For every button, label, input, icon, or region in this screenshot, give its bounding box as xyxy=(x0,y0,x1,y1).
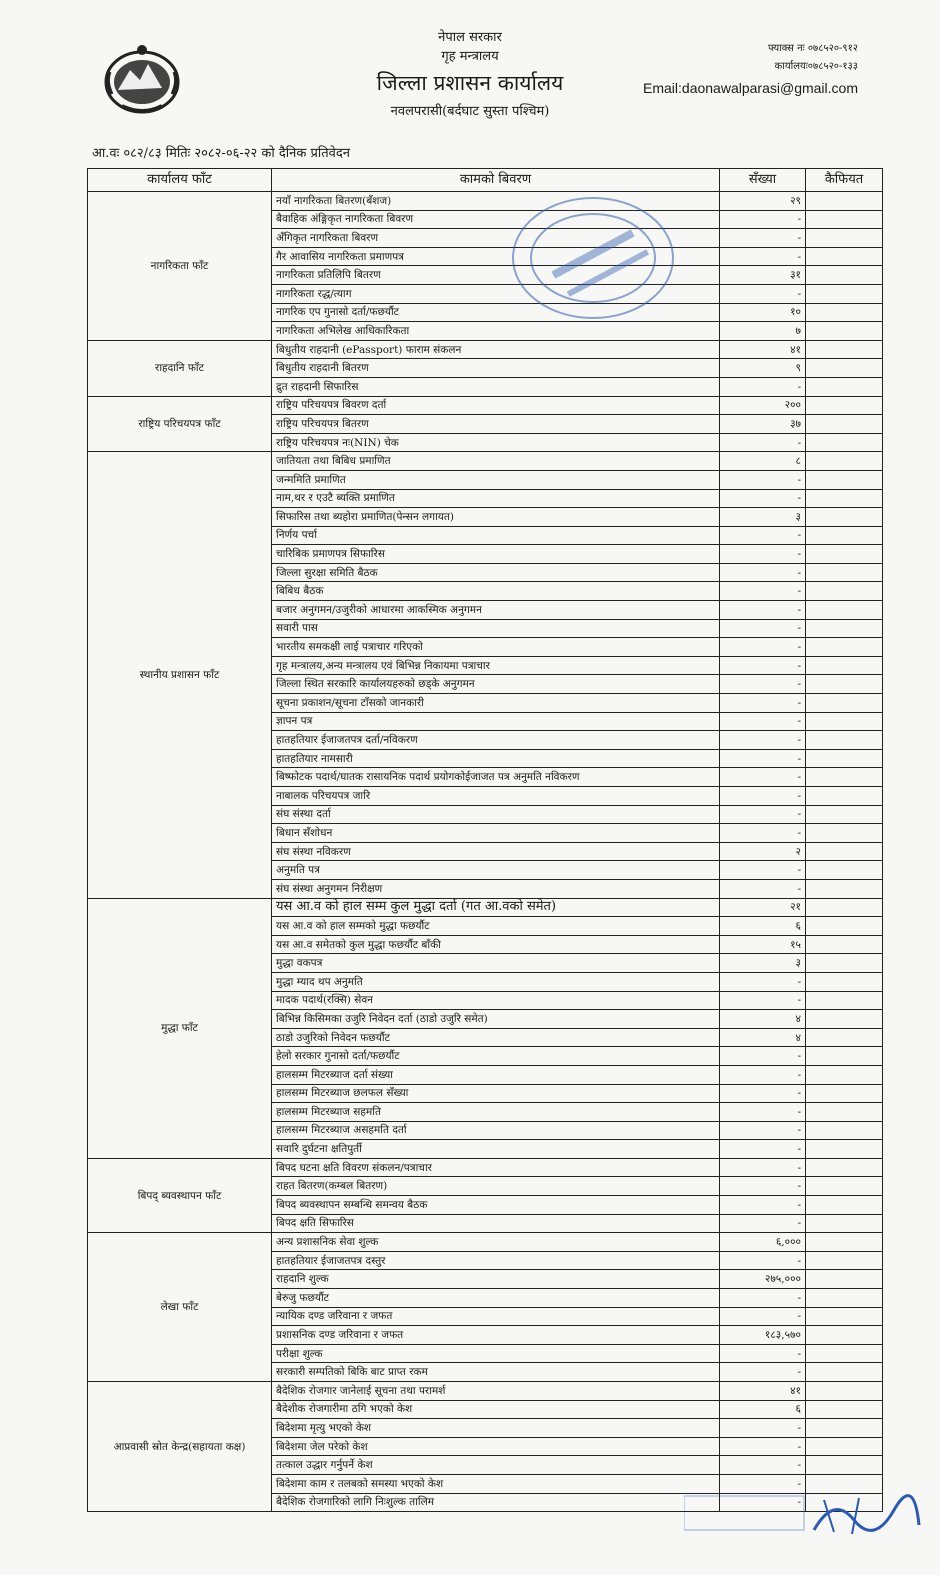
count-cell: - xyxy=(720,470,806,489)
table-header-row xyxy=(88,169,883,192)
remarks-cell xyxy=(806,638,883,657)
task-description-cell: नाम,थर र एउटै ब्यक्ति प्रमाणित xyxy=(272,489,720,508)
remarks-cell xyxy=(806,1270,883,1289)
remarks-cell xyxy=(806,563,883,582)
count-cell: ७ xyxy=(720,322,806,341)
task-description-cell: प्रशासनिक दण्ड जरिवाना र जफत xyxy=(272,1326,720,1345)
remarks-cell xyxy=(806,768,883,787)
count-cell: - xyxy=(720,787,806,806)
section-name-cell: बिपद् ब्यवस्थापन फाँट xyxy=(88,1158,272,1232)
task-description-cell: संघ संस्था दर्ता xyxy=(272,805,720,824)
remarks-cell xyxy=(806,1121,883,1140)
task-description-cell: मादक पदार्थ(रक्सि) सेवन xyxy=(272,991,720,1010)
column-header-count: सँख्या xyxy=(720,169,806,192)
task-description-cell: नयाँ नागरिकता बितरण(बँशज) xyxy=(272,192,720,211)
task-description-cell: मुद्धा म्याद थप अनुमति xyxy=(272,972,720,991)
count-cell: - xyxy=(720,731,806,750)
task-description-cell: सरकारी सम्पतिको बिकि बाट प्राप्त रकम xyxy=(272,1363,720,1382)
task-description-cell: जिल्ला सुरक्षा समिति बैठक xyxy=(272,563,720,582)
task-description-cell: बेरुजु फछर्यौट xyxy=(272,1289,720,1308)
count-cell: - xyxy=(720,1289,806,1308)
remarks-cell xyxy=(806,954,883,973)
remarks-cell xyxy=(806,489,883,508)
remarks-cell xyxy=(806,582,883,601)
count-cell: - xyxy=(720,1177,806,1196)
signature-stamp-icon xyxy=(684,1490,924,1540)
count-cell: - xyxy=(720,1047,806,1066)
count-cell: - xyxy=(720,768,806,787)
task-description-cell: सूचना प्रकाशन/सूचना टाँसको जानकारी xyxy=(272,694,720,713)
remarks-cell xyxy=(806,377,883,396)
fax-number: फ्याक्स नः ०७८५२०-९१२ xyxy=(767,43,858,54)
count-cell: - xyxy=(720,1158,806,1177)
task-description-cell: तत्काल उद्धार गर्नुपर्ने केश xyxy=(272,1456,720,1475)
table-row xyxy=(88,340,883,359)
task-description-cell: बैदेशिक रोजगारिको लागि निःशुल्क तालिम xyxy=(272,1493,720,1512)
section-name-cell: नागरिकता फाँट xyxy=(88,192,272,341)
task-description-cell: बिधान सँशोधन xyxy=(272,824,720,843)
task-description-cell: अन्य प्रशासनिक सेवा शुल्क xyxy=(272,1233,720,1252)
count-cell: - xyxy=(720,712,806,731)
table-body xyxy=(88,192,883,1512)
remarks-cell xyxy=(806,1456,883,1475)
column-header-description: कामको बिवरण xyxy=(272,169,720,192)
daily-report-table xyxy=(87,168,883,1512)
table-row xyxy=(88,1233,883,1252)
office-name: जिल्ला प्रशासन कार्यालय xyxy=(376,71,564,95)
count-cell: ४ xyxy=(720,1010,806,1029)
section-name-cell: आप्रवासी स्रोत केन्द्र(सहायता कक्ष) xyxy=(88,1382,272,1512)
remarks-cell xyxy=(806,303,883,322)
count-cell: ४१ xyxy=(720,340,806,359)
count-cell: - xyxy=(720,1307,806,1326)
task-description-cell: नागरिकता रद्ध/त्याग xyxy=(272,284,720,303)
count-cell: ३७ xyxy=(720,415,806,434)
task-description-cell: बिभिन्न किसिमका उजुरि निवेदन दर्ता (ठाडो उजुरि समेत) xyxy=(272,1010,720,1029)
table-row xyxy=(88,898,883,917)
count-cell: - xyxy=(720,749,806,768)
task-description-cell: द्रुत राहदानी सिफारिस xyxy=(272,377,720,396)
table-row xyxy=(88,396,883,415)
remarks-cell xyxy=(806,694,883,713)
remarks-cell xyxy=(806,935,883,954)
task-description-cell: हातहतियार नामसारी xyxy=(272,749,720,768)
remarks-cell xyxy=(806,805,883,824)
count-cell: २ xyxy=(720,842,806,861)
count-cell: - xyxy=(720,247,806,266)
count-cell: २१ xyxy=(720,898,806,917)
remarks-cell xyxy=(806,1233,883,1252)
task-description-cell: हातहतियार ईजाजतपत्र दस्तुर xyxy=(272,1251,720,1270)
task-description-cell: बिष्फोटक पदार्थ/घातक रासायनिक पदार्थ प्रयोगकोईजाजत पत्र अनुमति नविकरण xyxy=(272,768,720,787)
task-description-cell: परीक्षा शुल्क xyxy=(272,1344,720,1363)
count-cell: - xyxy=(720,879,806,898)
remarks-cell xyxy=(806,601,883,620)
remarks-cell xyxy=(806,508,883,527)
remarks-cell xyxy=(806,1140,883,1159)
task-description-cell: जातियता तथा बिबिध प्रमाणित xyxy=(272,452,720,471)
task-description-cell: अनुमति पत्र xyxy=(272,861,720,880)
count-cell: - xyxy=(720,229,806,248)
count-cell: - xyxy=(720,638,806,657)
section-name-cell: मुद्धा फाँट xyxy=(88,898,272,1158)
count-cell: २९ xyxy=(720,192,806,211)
task-description-cell: बिधुतीय राहदानी (ePassport) फाराम संकलन xyxy=(272,340,720,359)
count-cell: - xyxy=(720,861,806,880)
remarks-cell xyxy=(806,1437,883,1456)
nepal-emblem-icon xyxy=(100,42,184,118)
task-description-cell: संघ संस्था नविकरण xyxy=(272,842,720,861)
remarks-cell xyxy=(806,879,883,898)
remarks-cell xyxy=(806,1382,883,1401)
contact-block xyxy=(643,40,858,98)
task-description-cell: हेलो सरकार गुनासो दर्ता/फछर्यौट xyxy=(272,1047,720,1066)
task-description-cell: जिल्ला स्थित सरकारि कार्यालयहरुको छड्के अनुगमन xyxy=(272,675,720,694)
column-header-section: कार्यालय फाँट xyxy=(88,169,272,192)
remarks-cell xyxy=(806,1363,883,1382)
count-cell: - xyxy=(720,489,806,508)
task-description-cell: गैर आवासिय नागरिकता प्रमाणपत्र xyxy=(272,247,720,266)
task-description-cell: हालसम्म मिटरब्याज दर्ता संख्या xyxy=(272,1065,720,1084)
count-cell: - xyxy=(720,210,806,229)
count-cell: - xyxy=(720,563,806,582)
remarks-cell xyxy=(806,787,883,806)
count-cell: १५ xyxy=(720,935,806,954)
office-address: नवलपरासी(बर्दघाट सुस्ता पश्चिम) xyxy=(390,104,550,119)
count-cell: ४१ xyxy=(720,1382,806,1401)
remarks-cell xyxy=(806,340,883,359)
task-description-cell: बिबिध बैठक xyxy=(272,582,720,601)
task-description-cell: हालसम्म मिटरब्याज छलफल सँख्या xyxy=(272,1084,720,1103)
office-stamp-icon xyxy=(508,190,678,325)
task-description-cell: जन्ममिति प्रमाणित xyxy=(272,470,720,489)
remarks-cell xyxy=(806,1103,883,1122)
remarks-cell xyxy=(806,415,883,434)
task-description-cell: सवारी पास xyxy=(272,619,720,638)
remarks-cell xyxy=(806,991,883,1010)
task-description-cell: बैवाहिक अंङ्गिकृत नागरिकता बिवरण xyxy=(272,210,720,229)
remarks-cell xyxy=(806,210,883,229)
count-cell: - xyxy=(720,1437,806,1456)
task-description-cell: यस आ.व को हाल सम्मको मुद्धा फछर्यौट xyxy=(272,917,720,936)
task-description-cell: नाबालक परिचयपत्र जारि xyxy=(272,787,720,806)
remarks-cell xyxy=(806,917,883,936)
task-description-cell: बजार अनुगमन/उजुरीको आधारमा आकस्मिक अनुगमन xyxy=(272,601,720,620)
remarks-cell xyxy=(806,452,883,471)
remarks-cell xyxy=(806,1196,883,1215)
remarks-cell xyxy=(806,322,883,341)
count-cell: - xyxy=(720,1214,806,1233)
task-description-cell: निर्णय पर्चा xyxy=(272,526,720,545)
remarks-cell xyxy=(806,1344,883,1363)
remarks-cell xyxy=(806,656,883,675)
ministry-name: गृह मन्त्रालय xyxy=(441,49,499,64)
count-cell: - xyxy=(720,545,806,564)
government-name: नेपाल सरकार xyxy=(438,30,502,45)
count-cell: ३ xyxy=(720,954,806,973)
count-cell: ४ xyxy=(720,1028,806,1047)
remarks-cell xyxy=(806,675,883,694)
task-description-cell: बिपद क्षति सिफारिस xyxy=(272,1214,720,1233)
task-description-cell: हालसम्म मिटरब्याज असहमति दर्ता xyxy=(272,1121,720,1140)
remarks-cell xyxy=(806,1084,883,1103)
remarks-cell xyxy=(806,749,883,768)
count-cell: २०० xyxy=(720,396,806,415)
remarks-cell xyxy=(806,1065,883,1084)
remarks-cell xyxy=(806,359,883,378)
task-description-cell: सिफारिस तथा ब्यहोरा प्रमाणित(पेन्सन लगायत) xyxy=(272,508,720,527)
count-cell: - xyxy=(720,377,806,396)
remarks-cell xyxy=(806,545,883,564)
task-description-cell: हातहतियार ईजाजतपत्र दर्ता/नविकरण xyxy=(272,731,720,750)
office-phone: कार्यालयः०७८५२०-१३३ xyxy=(774,61,858,72)
task-description-cell: राष्ट्रिय परिचयपत्र बितरण xyxy=(272,415,720,434)
section-name-cell: राहदानि फाँट xyxy=(88,340,272,396)
task-description-cell: बिपद घटना क्षति विवरण संकलन/पत्राचार xyxy=(272,1158,720,1177)
remarks-cell xyxy=(806,229,883,248)
task-description-cell: अँगिकृत नागरिकता बिवरण xyxy=(272,229,720,248)
count-cell: - xyxy=(720,694,806,713)
remarks-cell xyxy=(806,1307,883,1326)
task-description-cell: राष्ट्रिय परिचयपत्र बिवरण दर्ता xyxy=(272,396,720,415)
task-description-cell: बिपद ब्यवस्थापन सम्बन्धि समन्वय बैठक xyxy=(272,1196,720,1215)
count-cell: १० xyxy=(720,303,806,322)
task-description-cell: राहत बितरण(कम्बल बितरण) xyxy=(272,1177,720,1196)
task-description-cell: बिदेशमा मृत्यु भएको केश xyxy=(272,1419,720,1438)
column-header-remarks: कैफियत xyxy=(806,169,883,192)
remarks-cell xyxy=(806,1289,883,1308)
count-cell: - xyxy=(720,1363,806,1382)
remarks-cell xyxy=(806,1419,883,1438)
task-description-cell: संघ संस्था अनुगमन निरीक्षण xyxy=(272,879,720,898)
count-cell: ८ xyxy=(720,452,806,471)
letterhead xyxy=(300,28,640,122)
remarks-cell xyxy=(806,1400,883,1419)
remarks-cell xyxy=(806,247,883,266)
remarks-cell xyxy=(806,1158,883,1177)
count-cell: - xyxy=(720,1493,806,1512)
task-description-cell: ठाडो उजुरिको निवेदन फछर्यौट xyxy=(272,1028,720,1047)
remarks-cell xyxy=(806,470,883,489)
task-description-cell: सवारि दुर्घटना क्षतिपुर्ती xyxy=(272,1140,720,1159)
task-description-cell: यस आ.व को हाल सम्म कुल मुद्धा दर्ता (गत आ.वको समेत) xyxy=(272,898,720,917)
task-description-cell: बिधुतीय राहदानी बितरण xyxy=(272,359,720,378)
remarks-cell xyxy=(806,1326,883,1345)
remarks-cell xyxy=(806,1010,883,1029)
count-cell: ६ xyxy=(720,917,806,936)
count-cell: - xyxy=(720,1456,806,1475)
remarks-cell xyxy=(806,284,883,303)
task-description-cell: भारतीय समकक्षी लाई पत्राचार गरिएको xyxy=(272,638,720,657)
section-name-cell: लेखा फाँट xyxy=(88,1233,272,1382)
remarks-cell xyxy=(806,1028,883,1047)
count-cell: - xyxy=(720,1065,806,1084)
remarks-cell xyxy=(806,1214,883,1233)
remarks-cell xyxy=(806,619,883,638)
remarks-cell xyxy=(806,192,883,211)
remarks-cell xyxy=(806,396,883,415)
count-cell: - xyxy=(720,824,806,843)
task-description-cell: राष्ट्रिय परिचयपत्र नः(NIN) चेक xyxy=(272,433,720,452)
count-cell: - xyxy=(720,601,806,620)
section-name-cell: स्थानीय प्रशासन फाँट xyxy=(88,452,272,898)
count-cell: - xyxy=(720,1419,806,1438)
count-cell: - xyxy=(720,675,806,694)
count-cell: - xyxy=(720,1121,806,1140)
remarks-cell xyxy=(806,266,883,285)
count-cell: ६ xyxy=(720,1400,806,1419)
count-cell: - xyxy=(720,656,806,675)
remarks-cell xyxy=(806,433,883,452)
count-cell: १८३,५७० xyxy=(720,1326,806,1345)
remarks-cell xyxy=(806,842,883,861)
task-description-cell: बिदेशमा काम र तलबको समस्या भएको केश xyxy=(272,1474,720,1493)
table-row xyxy=(88,1158,883,1177)
task-description-cell: गृह मन्त्रालय,अन्य मन्त्रालय एवं बिभिन्न निकायमा पत्राचार xyxy=(272,656,720,675)
task-description-cell: चारिबिक प्रमाणपत्र सिफारिस xyxy=(272,545,720,564)
count-cell: ३१ xyxy=(720,266,806,285)
remarks-cell xyxy=(806,1251,883,1270)
task-description-cell: न्यायिक दण्ड जरिवाना र जफत xyxy=(272,1307,720,1326)
count-cell: - xyxy=(720,1140,806,1159)
count-cell: - xyxy=(720,433,806,452)
remarks-cell xyxy=(806,824,883,843)
task-description-cell: बैदेशिक रोजगार जानेलाई सूचना तथा परामर्श xyxy=(272,1382,720,1401)
count-cell: - xyxy=(720,1251,806,1270)
remarks-cell xyxy=(806,898,883,917)
count-cell: - xyxy=(720,1344,806,1363)
count-cell: - xyxy=(720,284,806,303)
remarks-cell xyxy=(806,1047,883,1066)
count-cell: ३ xyxy=(720,508,806,527)
table-row xyxy=(88,452,883,471)
count-cell: - xyxy=(720,1103,806,1122)
task-description-cell: नागरिकता अभिलेख आधिकारिकता xyxy=(272,322,720,341)
remarks-cell xyxy=(806,861,883,880)
email-address: Email:daonawalparasi@gmail.com xyxy=(643,80,858,96)
task-description-cell: मुद्धा वकपत्र xyxy=(272,954,720,973)
task-description-cell: बिदेशमा जेल परेको केश xyxy=(272,1437,720,1456)
task-description-cell: हालसम्म मिटरब्याज सहमति xyxy=(272,1103,720,1122)
count-cell: - xyxy=(720,805,806,824)
report-title: आ.वः ०८२/८३ मितिः २०८२-०६-२२ को दैनिक प्रतिवेदन xyxy=(92,146,350,161)
task-description-cell: बैदेशीक रोजगारीमा ठगि भएको केश xyxy=(272,1400,720,1419)
count-cell: - xyxy=(720,1084,806,1103)
count-cell: ६,००० xyxy=(720,1233,806,1252)
remarks-cell xyxy=(806,972,883,991)
count-cell: - xyxy=(720,991,806,1010)
count-cell: ९ xyxy=(720,359,806,378)
table-row xyxy=(88,192,883,211)
count-cell: - xyxy=(720,582,806,601)
remarks-cell xyxy=(806,1177,883,1196)
task-description-cell: नागरिक एप गुनासो दर्ता/फछर्यौट xyxy=(272,303,720,322)
count-cell: - xyxy=(720,619,806,638)
remarks-cell xyxy=(806,526,883,545)
count-cell: - xyxy=(720,1196,806,1215)
remarks-cell xyxy=(806,712,883,731)
section-name-cell: राष्ट्रिय परिचयपत्र फाँट xyxy=(88,396,272,452)
task-description-cell: राहदानि शुल्क xyxy=(272,1270,720,1289)
count-cell: २७५,००० xyxy=(720,1270,806,1289)
count-cell: - xyxy=(720,972,806,991)
task-description-cell: ज्ञापन पत्र xyxy=(272,712,720,731)
table-row xyxy=(88,1382,883,1401)
count-cell: - xyxy=(720,526,806,545)
count-cell: - xyxy=(720,1474,806,1493)
remarks-cell xyxy=(806,731,883,750)
task-description-cell: यस आ.व समेतको कुल मुद्धा फछर्यौट बाँकी xyxy=(272,935,720,954)
task-description-cell: नागरिकता प्रतिलिपि बितरण xyxy=(272,266,720,285)
